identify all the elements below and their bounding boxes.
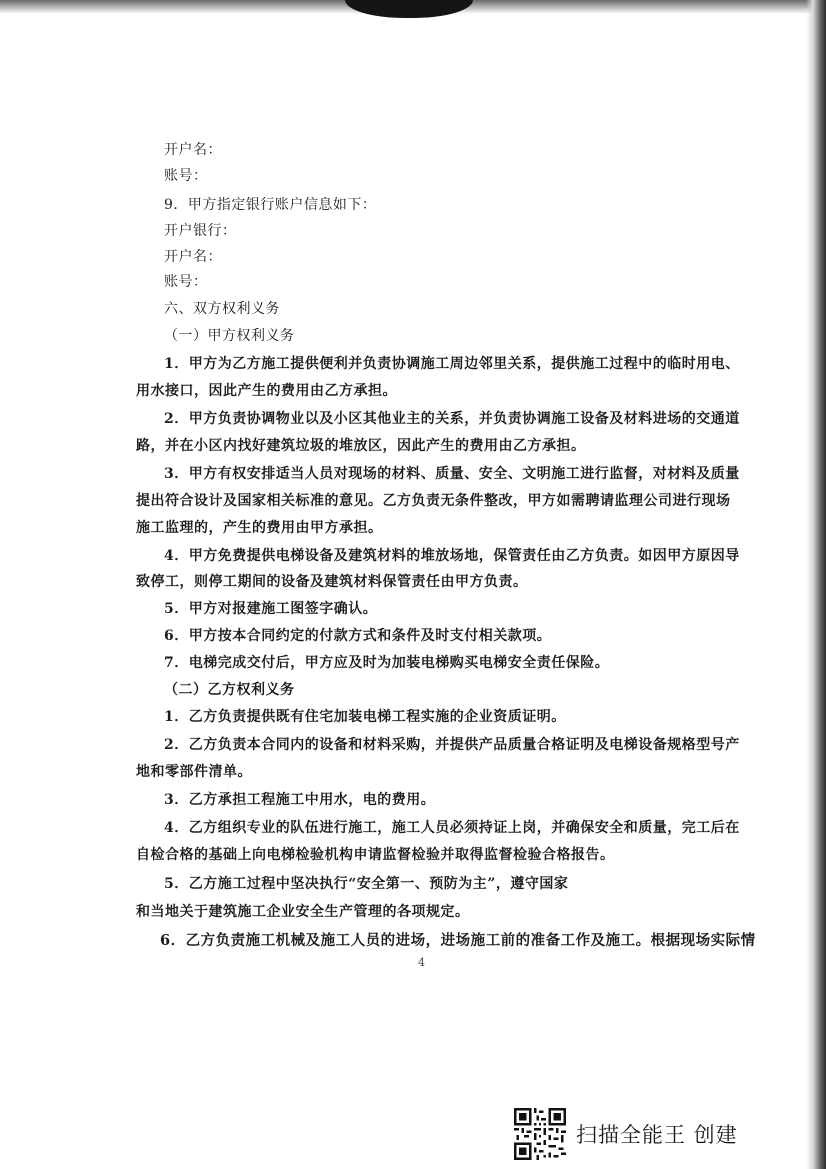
party-a-item-1-line-2: 用水接口，因此产生的费用由乙方承担。 bbox=[136, 383, 397, 399]
party-a-item-3-line-2: 提出符合设计及国家相关标准的意见。乙方负责无条件整改，甲方如需聘请监理公司进行现场 bbox=[136, 493, 731, 509]
party-a-item-4-line-1: 4．甲方免费提供电梯设备及建筑材料的堆放场地，保管责任由乙方负责。如因甲方原因导 bbox=[164, 548, 740, 564]
subsection-party-b-heading: （二）乙方权利义务 bbox=[164, 682, 295, 698]
party-a-item-7: 7．电梯完成交付后，甲方应及时为加装电梯购买电梯安全责任保险。 bbox=[164, 655, 610, 671]
subsection-party-a-heading: （一）甲方权利义务 bbox=[164, 328, 295, 344]
party-a-item-1-line-1: 1．甲方为乙方施工提供便利并负责协调施工周边邻里关系，提供施工过程中的临时用电、 bbox=[164, 356, 740, 372]
party-b-item-6-line-1: 6．乙方负责施工机械及施工人员的进场，进场施工前的准备工作及施工。根据现场实际情 bbox=[160, 932, 756, 949]
party-a-item-2-line-1: 2．甲方负责协调物业以及小区其他业主的关系，并负责协调施工设备及材料进场的交通道 bbox=[164, 411, 740, 427]
party-b-item-2-line-2: 地和零部件清单。 bbox=[136, 764, 252, 780]
qr-code-icon bbox=[514, 1108, 566, 1160]
party-b-item-1: 1．乙方负责提供既有住宅加装电梯工程实施的企业资质证明。 bbox=[164, 709, 566, 725]
clause-9-bank-info: 9．甲方指定银行账户信息如下： bbox=[164, 197, 377, 213]
scanner-watermark bbox=[514, 1108, 764, 1160]
party-b-item-4-line-2: 自检合格的基础上向电梯检验机构申请监督检验并取得监督检验合格报告。 bbox=[136, 847, 615, 863]
party-a-item-3-line-3: 施工监理的，产生的费用由甲方承担。 bbox=[136, 520, 383, 536]
party-b-item-5-line-2: 和当地关于建筑施工企业安全生产管理的各项规定。 bbox=[136, 904, 470, 920]
page-number: 4 bbox=[418, 956, 425, 969]
party-b-item-5-line-1: 5．乙方施工过程中坚决执行“安全第一、预防为主”，遵守国家 bbox=[164, 876, 569, 892]
party-a-item-4-line-2: 致停工，则停工期间的设备及建筑材料保管责任由甲方负责。 bbox=[136, 574, 528, 590]
party-a-item-5: 5．甲方对报建施工图签字确认。 bbox=[164, 601, 378, 617]
party-a-item-3-line-1: 3．甲方有权安排适当人员对现场的材料、质量、安全、文明施工进行监督，对材料及质量 bbox=[164, 466, 740, 482]
party-a-account-number-line: 账号： bbox=[164, 274, 208, 290]
watermark-text: 扫描全能王 创建 bbox=[576, 1123, 738, 1147]
party-a-item-6: 6．甲方按本合同约定的付款方式和条件及时支付相关款项。 bbox=[164, 628, 552, 644]
account-name-line: 开户名： bbox=[164, 142, 222, 158]
party-a-item-2-line-2: 路，并在小区内找好建筑垃圾的堆放区，因此产生的费用由乙方承担。 bbox=[136, 438, 586, 454]
bank-name-line: 开户银行： bbox=[164, 223, 237, 239]
party-b-item-3: 3．乙方承担工程施工中用水，电的费用。 bbox=[164, 792, 436, 808]
section-6-heading: 六、双方权利义务 bbox=[164, 301, 280, 317]
party-a-account-name-line: 开户名： bbox=[164, 249, 222, 265]
account-number-line: 账号： bbox=[164, 168, 208, 184]
party-b-item-2-line-1: 2．乙方负责本合同内的设备和材料采购，并提供产品质量合格证明及电梯设备规格型号产 bbox=[164, 737, 740, 753]
party-b-item-4-line-1: 4．乙方组织专业的队伍进行施工，施工人员必须持证上岗，并确保安全和质量，完工后在 bbox=[164, 820, 740, 836]
